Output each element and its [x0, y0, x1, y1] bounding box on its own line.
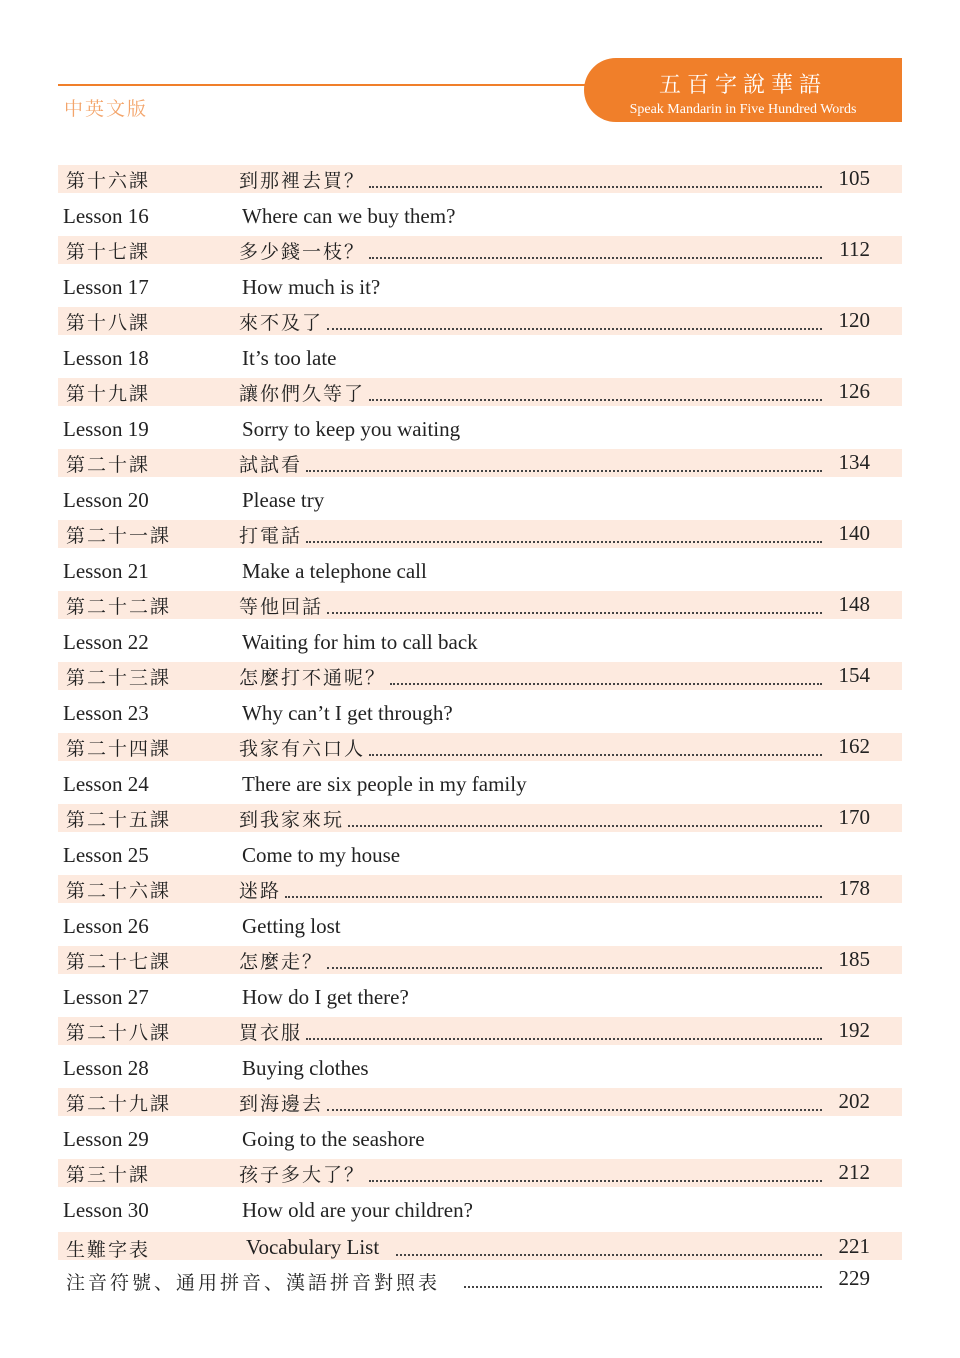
lesson-number-zh: 第二十三課 [66, 667, 172, 689]
lesson-number-zh: 第十七課 [66, 241, 151, 263]
page-number: 202 [838, 1089, 870, 1113]
dot-leader [327, 947, 822, 969]
header-rule [58, 84, 658, 86]
toc-entry-en[interactable] [58, 1052, 902, 1088]
dot-leader [306, 521, 822, 543]
lesson-title-en: How do I get there? [242, 984, 409, 1009]
dot-leader [285, 876, 822, 898]
lesson-number-zh: 第十六課 [66, 170, 151, 192]
lesson-number-en: Lesson 17 [63, 274, 149, 299]
toc-entry-zh[interactable] [58, 235, 902, 271]
toc-entry-zh[interactable] [58, 164, 902, 200]
dot-leader [327, 1089, 822, 1111]
lesson-number-en: Lesson 29 [63, 1126, 149, 1151]
lesson-number-zh: 第二十六課 [66, 880, 172, 902]
lesson-title-zh: 怎麼走？ [239, 951, 324, 973]
lesson-number-en: Lesson 26 [63, 913, 149, 938]
lesson-title-zh: 怎麼打不通呢？ [239, 667, 387, 689]
lesson-number-zh: 第二十九課 [66, 1093, 172, 1115]
toc-entry-en[interactable] [58, 413, 902, 449]
lesson-title-zh: 我家有六口人 [239, 738, 366, 760]
lesson-title-zh: 到那裡去買？ [239, 170, 366, 192]
lesson-number-zh: 第十九課 [66, 383, 151, 405]
dot-leader [369, 734, 822, 756]
lesson-title-zh: 迷路 [239, 880, 282, 902]
lesson-title-en: Please try [242, 487, 325, 512]
toc-entry-zh[interactable] [58, 448, 902, 484]
page-number: 185 [838, 947, 870, 971]
toc-entry-en[interactable] [58, 768, 902, 804]
dot-leader [390, 663, 822, 685]
lesson-number-en: Lesson 19 [63, 416, 149, 441]
toc-entry-zh[interactable] [58, 1087, 902, 1123]
toc-entry-zh[interactable] [58, 1016, 902, 1052]
dot-leader [348, 805, 822, 827]
page-number: 221 [838, 1234, 870, 1258]
toc-entry-en[interactable] [58, 839, 902, 875]
page-number: 140 [838, 521, 870, 545]
lesson-title-zh: 讓你們久等了 [239, 383, 366, 405]
page-number: 162 [838, 734, 870, 758]
book-title-zh: 五百字說華語 [658, 73, 827, 98]
lesson-title-zh: 孩子多大了？ [239, 1164, 366, 1186]
page-number: 148 [838, 592, 870, 616]
lesson-title-en: Why can’t I get through? [242, 700, 453, 725]
lesson-title-zh: 試試看 [239, 454, 303, 476]
toc-entry-en[interactable] [58, 484, 902, 520]
lesson-title-en: Going to the seashore [242, 1126, 425, 1151]
dot-leader [396, 1234, 822, 1256]
lesson-number-zh: 第十八課 [66, 312, 151, 334]
vocab-title-zh: 生難字表 [66, 1239, 151, 1261]
lesson-title-en: Waiting for him to call back [242, 629, 478, 654]
toc-entry-zh[interactable] [58, 661, 902, 697]
lesson-title-en: Sorry to keep you waiting [242, 416, 461, 441]
lesson-number-en: Lesson 21 [63, 558, 149, 583]
toc-entry-en[interactable] [58, 200, 902, 236]
lesson-number-zh: 第二十七課 [66, 951, 172, 973]
lesson-title-en: How much is it? [242, 274, 381, 299]
lesson-title-en: Buying clothes [242, 1055, 369, 1080]
toc-entry-zh[interactable] [58, 874, 902, 910]
lesson-title-en: It’s too late [242, 345, 337, 370]
dot-leader [306, 1018, 822, 1040]
toc-entry-en[interactable] [58, 910, 902, 946]
page-number: 212 [838, 1160, 870, 1184]
lesson-title-zh: 到我家來玩 [239, 809, 345, 831]
lesson-number-en: Lesson 27 [63, 984, 149, 1009]
lesson-title-zh: 等他回話 [239, 596, 324, 618]
lesson-title-en: Make a telephone call [242, 558, 427, 583]
page-number: 229 [838, 1266, 870, 1290]
lesson-title-en: Getting lost [242, 913, 341, 938]
toc-entry-en[interactable] [58, 342, 902, 378]
lesson-number-en: Lesson 22 [63, 629, 149, 654]
toc-entry-en[interactable] [58, 626, 902, 662]
dot-leader [369, 379, 822, 401]
page-number: 112 [839, 237, 870, 261]
table-of-contents [58, 164, 902, 1229]
toc-entry-zh[interactable] [58, 590, 902, 626]
lesson-number-en: Lesson 24 [63, 771, 149, 796]
page-number: 120 [838, 308, 870, 332]
lesson-title-en: How old are your children? [242, 1197, 473, 1222]
phonetic-table-title: 注音符號、通用拼音、漢語拼音對照表 [66, 1272, 441, 1294]
book-title-en: Speak Mandarin in Five Hundred Words [629, 102, 857, 117]
lesson-number-zh: 第二十八課 [66, 1022, 172, 1044]
toc-entry-vocabulary[interactable] [58, 1232, 902, 1262]
lesson-title-zh: 到海邊去 [239, 1093, 324, 1115]
dot-leader [327, 592, 822, 614]
toc-entry-zh[interactable] [58, 732, 902, 768]
lesson-number-en: Lesson 16 [63, 203, 149, 228]
edition-label: 中英文版 [64, 98, 149, 120]
lesson-number-zh: 第二十課 [66, 454, 151, 476]
lesson-title-zh: 買衣服 [239, 1022, 303, 1044]
page-number: 178 [838, 876, 870, 900]
lesson-title-en: Where can we buy them? [242, 203, 456, 228]
page-number: 105 [838, 166, 870, 190]
lesson-number-zh: 第二十四課 [66, 738, 172, 760]
book-title-badge [584, 58, 902, 122]
lesson-number-zh: 第二十五課 [66, 809, 172, 831]
toc-entry-zh[interactable] [58, 306, 902, 342]
vocab-title-en: Vocabulary List [246, 1235, 380, 1259]
page-number: 154 [838, 663, 870, 687]
toc-entry-en[interactable] [58, 555, 902, 591]
page-number: 192 [838, 1018, 870, 1042]
toc-entry-zh[interactable] [58, 803, 902, 839]
lesson-title-zh: 打電話 [239, 525, 303, 547]
dot-leader [369, 166, 822, 188]
lesson-title-en: Come to my house [242, 842, 401, 867]
lesson-number-en: Lesson 28 [63, 1055, 149, 1080]
lesson-number-zh: 第二十二課 [66, 596, 172, 618]
lesson-number-zh: 第三十課 [66, 1164, 151, 1186]
lesson-number-en: Lesson 30 [63, 1197, 149, 1222]
lesson-title-zh: 多少錢一枝？ [239, 241, 366, 263]
toc-entry-en[interactable] [58, 1194, 902, 1230]
lesson-number-en: Lesson 18 [63, 345, 149, 370]
toc-entry-zh[interactable] [58, 519, 902, 555]
toc-entry-zh[interactable] [58, 1158, 902, 1194]
lesson-number-en: Lesson 23 [63, 700, 149, 725]
toc-entry-phonetic-table[interactable] [58, 1264, 902, 1296]
dot-leader [369, 237, 822, 259]
page-number: 134 [838, 450, 870, 474]
toc-entry-en[interactable] [58, 697, 902, 733]
lesson-number-en: Lesson 25 [63, 842, 149, 867]
toc-entry-en[interactable] [58, 981, 902, 1017]
toc-entry-zh[interactable] [58, 377, 902, 413]
lesson-title-en: There are six people in my family [242, 771, 527, 796]
toc-entry-zh[interactable] [58, 945, 902, 981]
lesson-title-zh: 來不及了 [239, 312, 324, 334]
lesson-number-zh: 第二十一課 [66, 525, 172, 547]
toc-entry-en[interactable] [58, 1123, 902, 1159]
page-number: 170 [838, 805, 870, 829]
dot-leader [369, 1160, 822, 1182]
dot-leader [306, 450, 822, 472]
dot-leader [327, 308, 822, 330]
page-number: 126 [838, 379, 870, 403]
toc-entry-en[interactable] [58, 271, 902, 307]
lesson-number-en: Lesson 20 [63, 487, 149, 512]
dot-leader [464, 1266, 822, 1288]
